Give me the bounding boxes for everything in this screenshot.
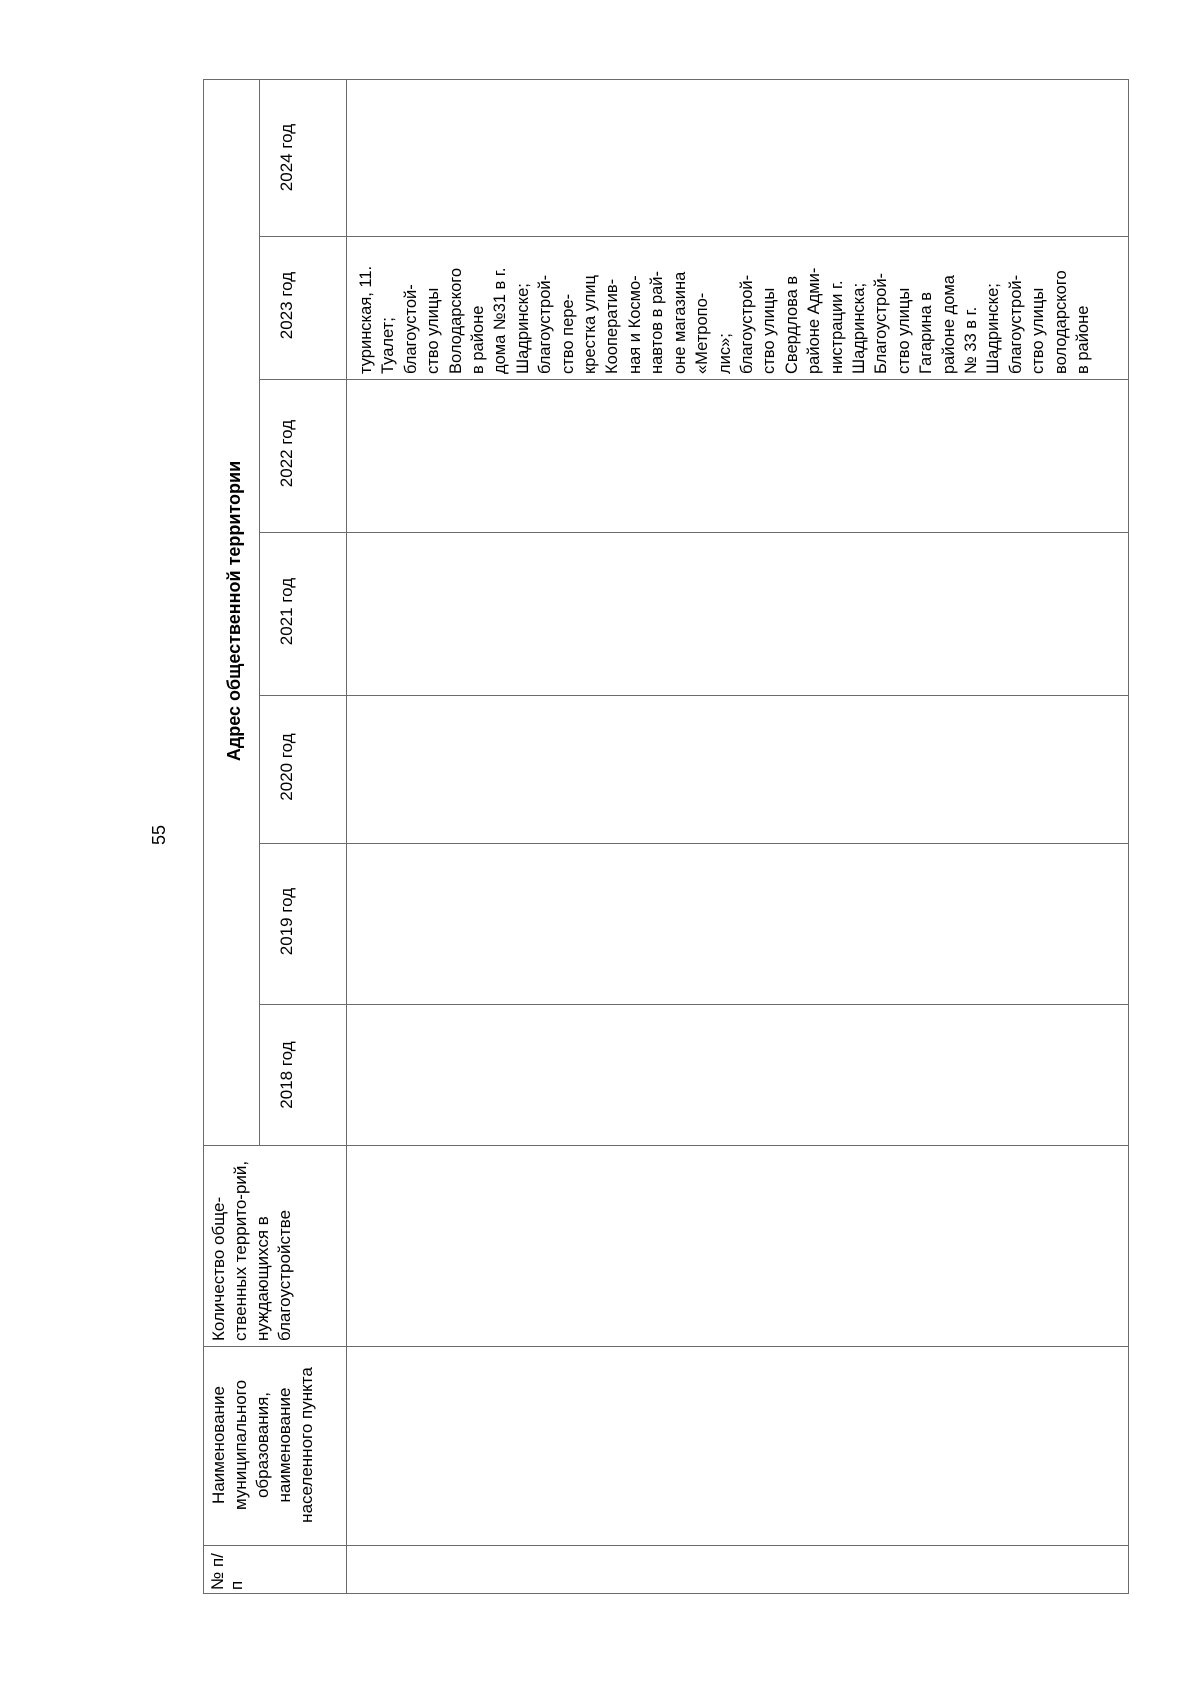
cell-2023-line: благоустой- <box>401 284 420 374</box>
year-2023: 2023 год <box>277 271 296 340</box>
year-2020: 2020 год <box>277 733 296 801</box>
cell-2023-line: ство пере- <box>558 293 577 374</box>
year-2021: 2021 год <box>277 577 296 646</box>
page-number: 55 <box>149 824 169 846</box>
cell-2023-line: Шадринска; <box>849 282 868 374</box>
cell-2023-line: благоустрой- <box>737 274 756 374</box>
cell-2023-line: нистрации г. <box>827 280 846 374</box>
cell-2023-line: дома №31 в г. <box>491 267 510 374</box>
cell-2023-line: туринская, 11. <box>357 265 375 374</box>
cell-2023-line: Свердлова в <box>782 275 801 374</box>
cell-2023-line: ная и Космо- <box>625 275 644 374</box>
cell-2023-line: благоустрой- <box>1006 274 1025 374</box>
cell-2023-line: ство улицы <box>760 287 779 374</box>
year-2024: 2024 год <box>277 123 296 192</box>
cell-2023-line: районе дома <box>939 275 958 374</box>
cell-2023-line: лис»; <box>715 333 734 374</box>
cell-2023-line: Благоустрой- <box>872 272 891 374</box>
cell-2023-line: Володарского <box>446 267 465 374</box>
cell-2023-line: № 33 в г. <box>961 306 980 374</box>
cell-2023-line: Туалет; <box>379 317 398 374</box>
cell-2023-line: Гагарина в <box>917 291 936 374</box>
cell-2023-line: Шадринске; <box>984 283 1003 374</box>
cell-2023-line: в районе <box>1074 305 1092 374</box>
header-name: Наименование муниципального образования, наименование населенного пункта <box>209 1367 316 1523</box>
year-2022: 2022 год <box>277 419 296 488</box>
cell-2023-line: ство улицы <box>894 287 913 374</box>
cell-2023-line: в районе <box>469 305 488 374</box>
cell-2023-line: «Метропо- <box>693 292 712 374</box>
cell-2023-line: Кооператив- <box>603 278 622 374</box>
year-2019: 2019 год <box>277 887 296 956</box>
cell-2023-line: районе Адми- <box>805 267 824 374</box>
year-2018: 2018 год <box>277 1041 296 1109</box>
header-address-group: Адрес общественной территории <box>224 460 244 762</box>
header-num: № п/п <box>208 1553 246 1590</box>
cell-2023-line: володарского <box>1051 270 1070 374</box>
cell-2023-line: оне магазина <box>670 271 689 374</box>
cell-2023-line: ство улицы <box>424 287 443 374</box>
cell-2023-line: крестка улиц <box>581 275 600 374</box>
cell-2023 <box>355 234 1125 374</box>
cell-2023-line: навтов в рай- <box>648 270 667 374</box>
cell-2023-line: благоустрой- <box>536 274 555 374</box>
cell-2023-line: ство улицы <box>1029 287 1048 374</box>
header-count: Количество обще-ственных террито-рий, нуждающихся в благоустройстве <box>209 1160 294 1341</box>
cell-2023-line: Шадринске; <box>513 283 532 374</box>
